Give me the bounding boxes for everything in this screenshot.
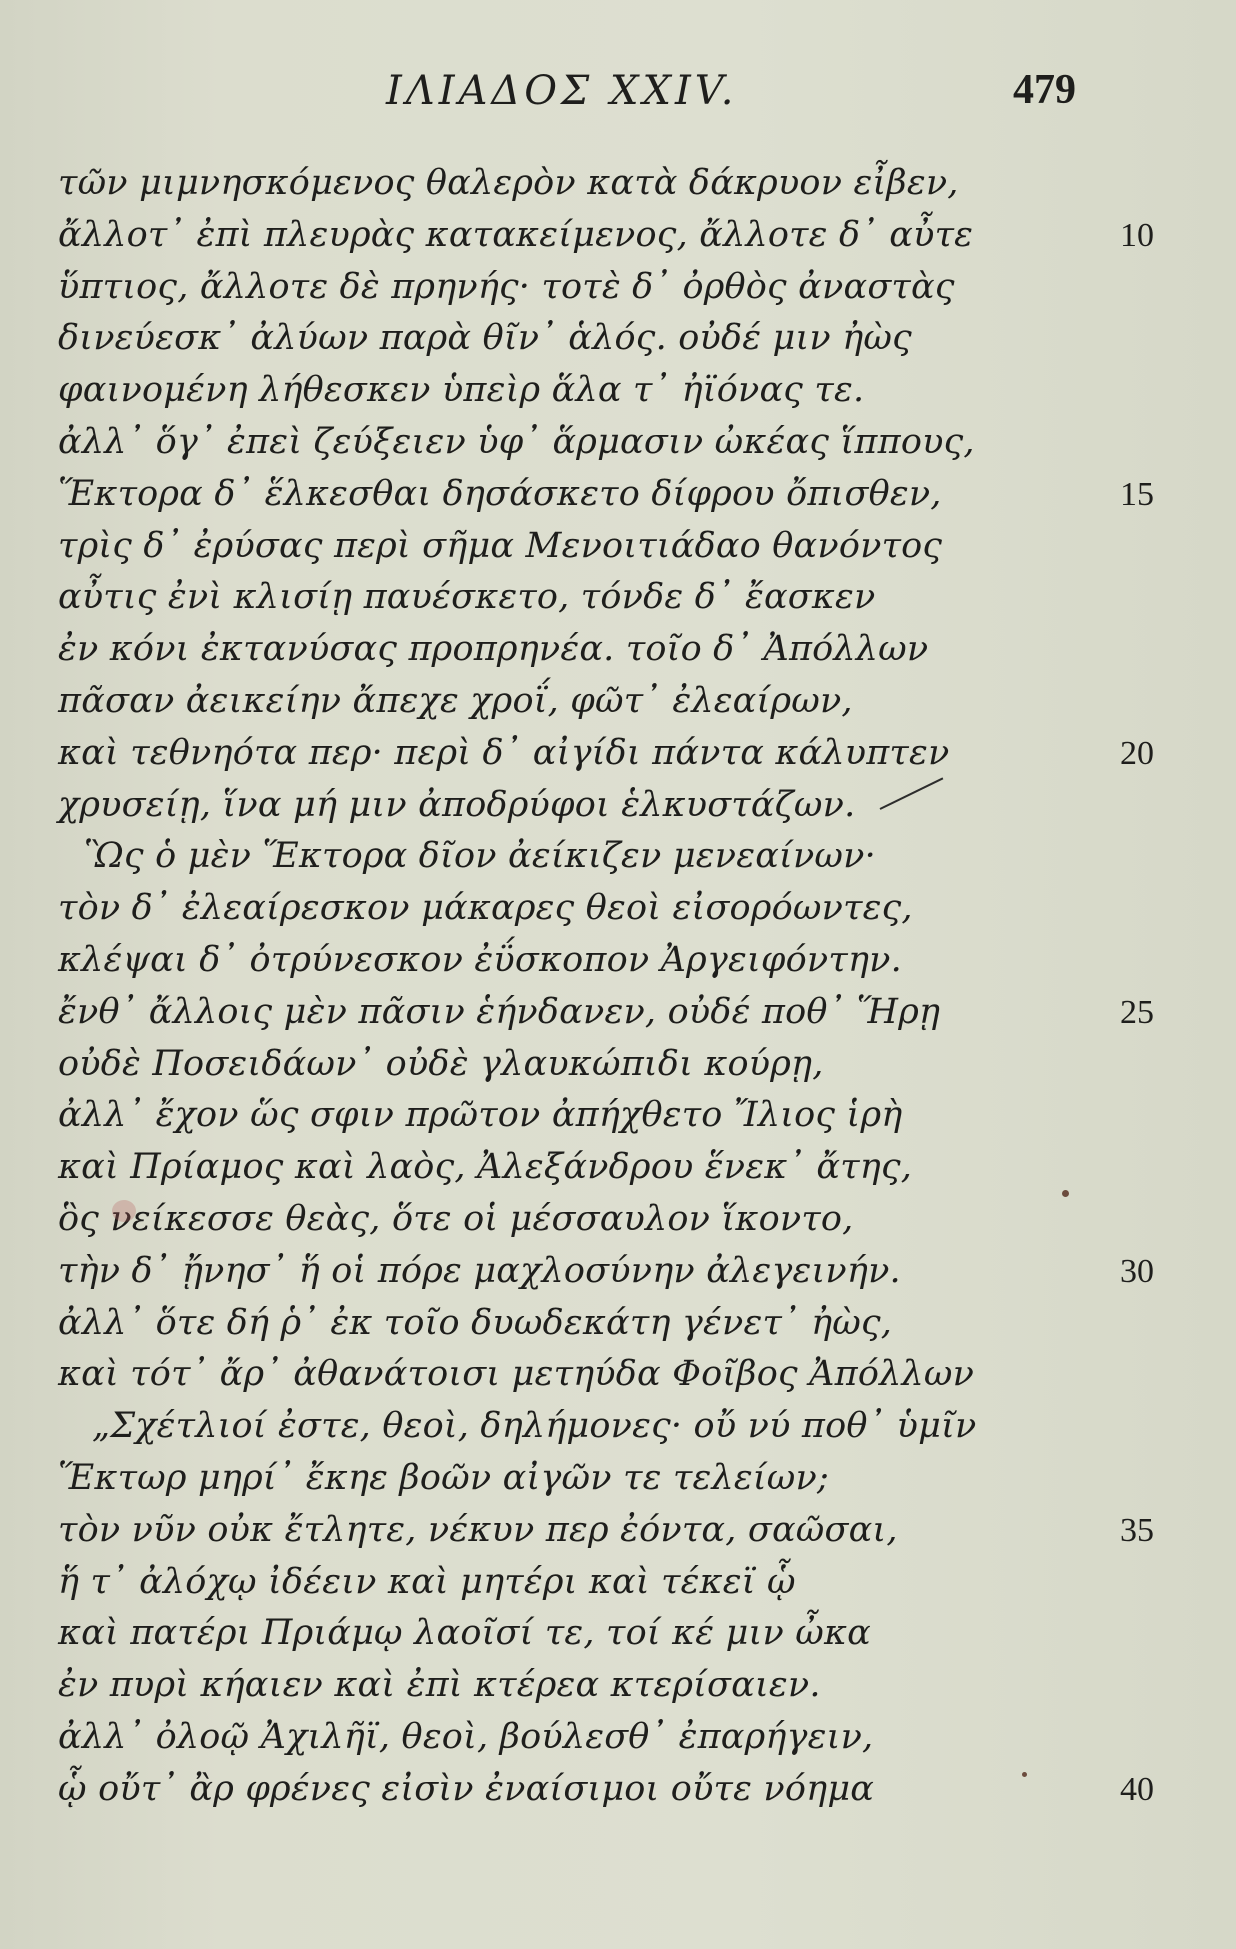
verse-line xyxy=(58,831,1178,883)
verse-line xyxy=(58,1298,1178,1350)
verse-text: ἀλλ᾽ ὅγ᾽ ἐπεὶ ζεύξειεν ὑφ᾽ ἅρμασιν ὠκέας ἵππους, xyxy=(58,421,975,462)
verse-text: τρὶς δ᾽ ἐρύσας περὶ σῆμα Μενοιτιάδαο θανόντος xyxy=(58,525,943,566)
verse-line xyxy=(58,780,1178,832)
verse-text: τὸν νῦν οὐκ ἔτλητε, νέκυν περ ἐόντα, σαῶσαι, xyxy=(58,1509,898,1550)
line-number: 20 xyxy=(1120,734,1154,772)
verse-line xyxy=(58,1142,1178,1194)
verse-text: ἄλλοτ᾽ ἐπὶ πλευρὰς κατακείμενος, ἄλλοτε δ᾽ αὖτε xyxy=(58,214,974,255)
verse-line xyxy=(58,883,1178,935)
verse-text: Ὣς ὁ μὲν Ἕκτορα δῖον ἀείκιζεν μενεαίνων· xyxy=(84,836,876,877)
page-number: 479 xyxy=(1013,67,1076,113)
verse-text: οὐδὲ Ποσειδάων᾽ οὐδὲ γλαυκώπιδι κούρῃ, xyxy=(58,1043,824,1084)
verse-line xyxy=(58,210,1178,262)
verse-line xyxy=(58,572,1178,624)
line-number: 15 xyxy=(1120,475,1154,513)
verse-line xyxy=(58,313,1178,365)
verse-text: ὃς νείκεσσε θεὰς, ὅτε οἱ μέσσαυλον ἵκοντο, xyxy=(58,1198,854,1239)
verse-line xyxy=(58,1039,1178,1091)
line-number: 30 xyxy=(1120,1252,1154,1290)
verse-text: ἔνθ᾽ ἄλλοις μὲν πᾶσιν ἑήνδανεν, οὐδέ ποθ᾽ Ἥρῃ xyxy=(58,991,941,1032)
page-stain xyxy=(112,1200,136,1222)
verse-text: χρυσείῃ, ἵνα μή μιν ἀποδρύφοι ἑλκυστάζων. xyxy=(58,784,856,825)
verse-line xyxy=(58,728,1178,780)
page-header xyxy=(0,64,1236,124)
verse-line xyxy=(58,262,1178,314)
verse-text: Ἕκτορα δ᾽ ἕλκεσθαι δησάσκετο δίφρου ὄπισθεν, xyxy=(58,473,942,514)
verse-line xyxy=(58,158,1178,210)
verse-text: καὶ τεθνηότα περ· περὶ δ᾽ αἰγίδι πάντα κάλυπτεν xyxy=(58,732,950,773)
verse-line xyxy=(58,1453,1178,1505)
verse-line xyxy=(58,624,1178,676)
verse-line xyxy=(58,1608,1178,1660)
verse-line xyxy=(58,417,1178,469)
verse-text: καὶ τότ᾽ ἄρ᾽ ἀθανάτοισι μετηύδα Φοῖβος Ἀπόλλων xyxy=(58,1354,975,1395)
verse-line xyxy=(58,935,1178,987)
line-number: 35 xyxy=(1120,1511,1154,1549)
running-title: ΙΛΙΑΔΟΣ XXIV. xyxy=(386,68,738,114)
verse-line xyxy=(58,521,1178,573)
verse-text: ἀλλ᾽ ἔχον ὥς σφιν πρῶτον ἀπήχθετο Ἴλιος ἱρὴ xyxy=(58,1095,903,1136)
verse-text: κλέψαι δ᾽ ὀτρύνεσκον ἐΰσκοπον Ἀργειφόντην. xyxy=(58,939,902,980)
verse-text: ἥ τ᾽ ἀλόχῳ ἰδέειν καὶ μητέρι καὶ τέκεϊ ᾧ xyxy=(58,1561,796,1602)
verse-text: „Σχέτλιοί ἐστε, θεοὶ, δηλήμονες· οὔ νύ ποθ᾽ ὑμῖν xyxy=(92,1406,977,1447)
verse-line xyxy=(58,676,1178,728)
verse-text: καὶ Πρίαμος καὶ λαὸς, Ἀλεξάνδρου ἕνεκ᾽ ἄτης, xyxy=(58,1147,913,1188)
verse-line xyxy=(58,1505,1178,1557)
verse-text: Ἕκτωρ μηρί᾽ ἔκηε βοῶν αἰγῶν τε τελείων; xyxy=(58,1457,829,1498)
verse-text: ἀλλ᾽ ὀλοῷ Ἀχιλῆϊ, θεοὶ, βούλεσθ᾽ ἐπαρήγειν, xyxy=(58,1716,874,1757)
line-number: 25 xyxy=(1120,993,1154,1031)
ink-spot xyxy=(1022,1772,1027,1777)
verse-text: δινεύεσκ᾽ ἀλύων παρὰ θῖν᾽ ἁλός. οὐδέ μιν ἠὼς xyxy=(58,318,912,359)
verse-line xyxy=(58,1557,1178,1609)
verse-text: ἐν πυρὶ κήαιεν καὶ ἐπὶ κτέρεα κτερίσαιεν. xyxy=(58,1665,821,1706)
line-number: 40 xyxy=(1120,1770,1154,1808)
verse-text: ἀλλ᾽ ὅτε δή ῥ᾽ ἐκ τοῖο δυωδεκάτη γένετ᾽ ἠὼς, xyxy=(58,1302,893,1343)
verse-text: ᾧ οὔτ᾽ ἂρ φρένες εἰσὶν ἐναίσιμοι οὔτε νόημα xyxy=(58,1768,875,1809)
verse-block xyxy=(58,158,1178,1816)
verse-line xyxy=(58,987,1178,1039)
verse-line xyxy=(58,365,1178,417)
verse-text: ὕπτιος, ἄλλοτε δὲ πρηνής· τοτὲ δ᾽ ὀρθὸς ἀναστὰς xyxy=(58,266,955,307)
verse-text: ἐν κόνι ἐκτανύσας προπρηνέα. τοῖο δ᾽ Ἀπόλλων xyxy=(58,629,929,670)
verse-line xyxy=(58,1401,1178,1453)
verse-line xyxy=(58,1194,1178,1246)
verse-text: φαινομένη λήθεσκεν ὑπεὶρ ἅλα τ᾽ ἠϊόνας τε. xyxy=(58,370,865,411)
verse-text: τὸν δ᾽ ἐλεαίρεσκον μάκαρες θεοὶ εἰσορόωντες, xyxy=(58,888,913,929)
verse-text: τῶν μιμνησκόμενος θαλερὸν κατὰ δάκρυον εἶβεν, xyxy=(58,163,959,203)
verse-text: καὶ πατέρι Πριάμῳ λαοῖσί τε, τοί κέ μιν ὦκα xyxy=(58,1613,872,1654)
verse-line xyxy=(58,469,1178,521)
verse-line xyxy=(58,1764,1178,1816)
verse-line xyxy=(58,1349,1178,1401)
verse-text: τὴν δ᾽ ᾔνησ᾽ ἥ οἱ πόρε μαχλοσύνην ἀλεγεινήν. xyxy=(58,1250,901,1291)
verse-line xyxy=(58,1660,1178,1712)
verse-line xyxy=(58,1246,1178,1298)
ink-spot xyxy=(1062,1190,1069,1197)
verse-text: πᾶσαν ἀεικείην ἄπεχε χροΐ, φῶτ᾽ ἐλεαίρων, xyxy=(58,680,853,721)
verse-line xyxy=(58,1712,1178,1764)
verse-text: αὖτις ἐνὶ κλισίῃ παυέσκετο, τόνδε δ᾽ ἔασκεν xyxy=(58,577,876,618)
verse-line xyxy=(58,1090,1178,1142)
line-number: 10 xyxy=(1120,216,1154,254)
